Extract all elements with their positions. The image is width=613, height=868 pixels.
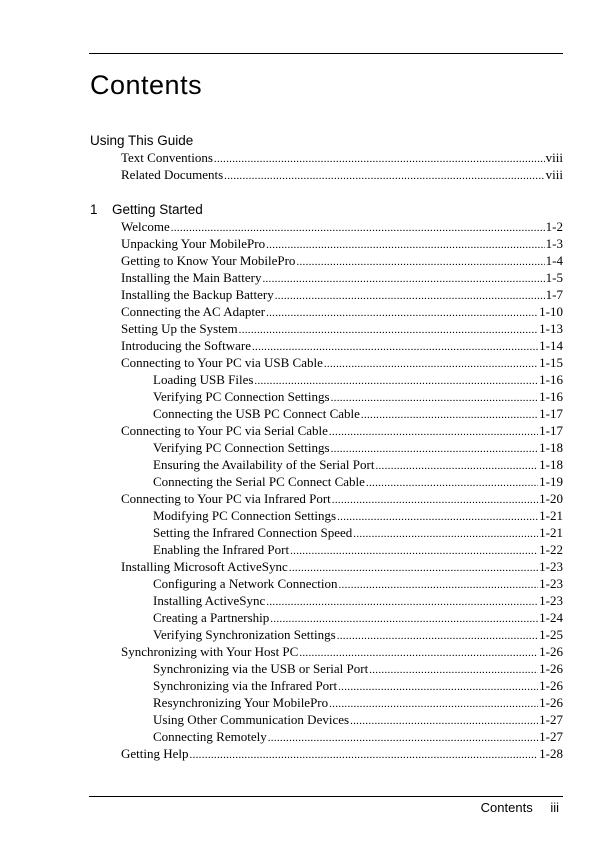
toc-entry [90,711,563,728]
toc-entry-page: 1-17 [539,406,563,421]
toc-entry-page: 1-2 [545,219,563,234]
dot-leader [275,288,545,305]
toc-entry-title: Connecting to Your PC via USB Cable [121,355,323,370]
toc-entry-page: 1-27 [539,729,563,744]
toc-entry-title: Verifying Synchronization Settings [153,627,336,642]
dot-leader [296,254,544,271]
toc-entry-title: Verifying PC Connection Settings [153,389,330,404]
toc-entry-page: 1-13 [539,321,563,336]
toc-entry [90,371,563,388]
toc-section [90,132,563,183]
toc-entry [90,456,563,473]
toc-entry-title: Connecting to Your PC via Serial Cable [121,423,328,438]
dot-leader [350,713,538,730]
toc-entry [90,303,563,320]
toc-entry [90,626,563,643]
toc-entry-list [90,218,563,762]
toc-entry-title: Modifying PC Connection Settings [153,508,337,523]
dot-leader [329,696,538,713]
dot-leader [266,594,538,611]
toc-entry-title: Configuring a Network Connection [153,576,338,591]
toc-entry-title: Verifying PC Connection Settings [153,440,330,455]
toc-entry [90,388,563,405]
toc-entry-page: 1-22 [539,542,563,557]
dot-leader [369,662,538,679]
toc-entry-page: 1-21 [539,525,563,540]
dot-leader [338,679,538,696]
toc-entry-title: Synchronizing via the USB or Serial Port [153,661,369,676]
toc-entry [90,575,563,592]
toc-entry-title: Introducing the Software [121,338,251,353]
toc-entry-page: 1-7 [545,287,563,302]
toc-entry [90,524,563,541]
toc-entry [90,694,563,711]
toc-entry-title: Text Conventions [121,150,213,165]
toc-entry [90,337,563,354]
toc-entry-title: Connecting the AC Adapter [121,304,266,319]
toc-entry [90,745,563,762]
toc-entry [90,643,563,660]
toc-entry-page: 1-23 [539,559,563,574]
toc-entry-title: Synchronizing via the Infrared Port [153,678,338,693]
toc-entry [90,166,563,183]
toc-entry-title: Getting Help [121,746,189,761]
dot-leader [366,475,538,492]
header-rule [89,53,563,54]
toc-entry [90,660,563,677]
toc-entry-title: Connecting Remotely [153,729,267,744]
toc-entry-title: Installing Microsoft ActiveSync [121,559,288,574]
toc-entry-title: Setting the Infrared Connection Speed [153,525,353,540]
toc-entry-page: 1-17 [539,423,563,438]
footer-label: Contents [480,800,533,815]
toc-entry-page: 1-23 [539,576,563,591]
toc-entry [90,235,563,252]
toc-entry [90,405,563,422]
table-of-contents [90,132,563,762]
dot-leader [190,747,539,764]
toc-entry [90,507,563,524]
dot-leader [224,168,544,185]
toc-entry-page: 1-3 [545,236,563,251]
toc-entry-title: Related Documents [121,167,224,182]
toc-entry-page: 1-5 [545,270,563,285]
toc-entry [90,354,563,371]
toc-entry-title: Getting to Know Your MobilePro [121,253,296,268]
toc-section [90,201,563,762]
toc-entry-page: viii [545,150,563,165]
toc-entry [90,439,563,456]
toc-entry-title: Installing ActiveSync [153,593,266,608]
dot-leader [266,305,538,322]
footer-page-number: iii [550,800,559,815]
dot-leader [361,407,538,424]
toc-entry [90,422,563,439]
toc-entry [90,218,563,235]
toc-entry [90,609,563,626]
toc-entry-page: 1-16 [539,389,563,404]
section-title: Using This Guide [90,133,194,148]
toc-entry-title: Resynchronizing Your MobilePro [153,695,329,710]
toc-entry-page: 1-25 [539,627,563,642]
dot-leader [331,390,539,407]
toc-entry-page: 1-14 [539,338,563,353]
toc-entry-page: 1-20 [539,491,563,506]
toc-entry-page: 1-24 [539,610,563,625]
dot-leader [332,492,538,509]
toc-entry-page: 1-26 [539,678,563,693]
toc-entry-page: 1-27 [539,712,563,727]
toc-entry-page: 1-21 [539,508,563,523]
toc-entry [90,269,563,286]
toc-entry-page: 1-15 [539,355,563,370]
dot-leader [290,543,538,560]
section-title: Getting Started [112,202,203,217]
toc-entry [90,541,563,558]
toc-entry-page: viii [545,167,563,182]
dot-leader [337,628,538,645]
toc-entry [90,320,563,337]
section-heading [90,132,563,149]
page-title: Contents [90,70,203,100]
toc-entry-title: Connecting to Your PC via Infrared Port [121,491,331,506]
dot-leader [339,577,539,594]
toc-entry-title: Welcome [121,219,170,234]
toc-entry-list [90,149,563,183]
toc-entry [90,490,563,507]
page-footer [481,800,559,815]
toc-entry-page: 1-28 [539,746,563,761]
toc-entry-title: Installing the Main Battery [121,270,262,285]
dot-leader [353,526,538,543]
toc-entry [90,592,563,609]
toc-entry-page: 1-26 [539,695,563,710]
toc-entry [90,558,563,575]
toc-entry-title: Connecting the USB PC Connect Cable [153,406,360,421]
dot-leader [375,458,538,475]
toc-entry-page: 1-10 [539,304,563,319]
toc-entry-page: 1-16 [539,372,563,387]
toc-entry-page: 1-18 [539,457,563,472]
dot-leader [214,151,545,168]
toc-entry-page: 1-26 [539,644,563,659]
toc-entry-title: Loading USB Files [153,372,254,387]
toc-entry-title: Ensuring the Availability of the Serial Port [153,457,375,472]
dot-leader [329,424,538,441]
toc-entry [90,149,563,166]
dot-leader [266,237,545,254]
toc-entry-title: Enabling the Infrared Port [153,542,290,557]
toc-entry-title: Synchronizing with Your Host PC [121,644,299,659]
section-number: 1 [90,202,98,217]
toc-entry-title: Using Other Communication Devices [153,712,350,727]
dot-leader [324,356,538,373]
footer-rule [89,796,563,797]
toc-entry-title: Installing the Backup Battery [121,287,274,302]
dot-leader [337,509,538,526]
toc-entry [90,252,563,269]
toc-entry-page: 1-4 [545,253,563,268]
toc-entry-page: 1-26 [539,661,563,676]
toc-entry [90,473,563,490]
toc-entry-page: 1-18 [539,440,563,455]
dot-leader [262,271,544,288]
toc-entry [90,677,563,694]
section-heading [90,201,563,218]
dot-leader [239,322,539,339]
toc-entry-page: 1-19 [539,474,563,489]
dot-leader [268,730,538,747]
toc-entry-title: Setting Up the System [121,321,238,336]
toc-entry-title: Connecting the Serial PC Connect Cable [153,474,365,489]
toc-entry-title: Creating a Partnership [153,610,270,625]
toc-entry-title: Unpacking Your MobilePro [121,236,266,251]
toc-entry-page: 1-23 [539,593,563,608]
toc-entry [90,286,563,303]
toc-entry [90,728,563,745]
